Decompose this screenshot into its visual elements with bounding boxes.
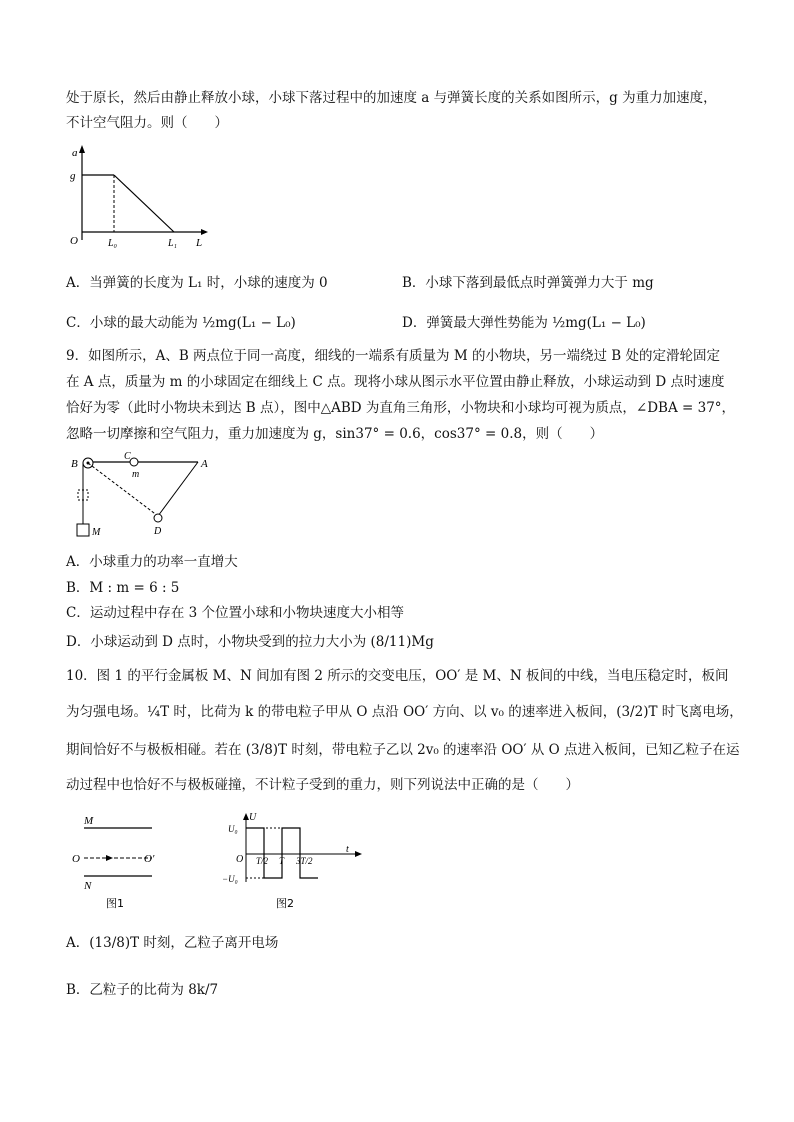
q9-stem-line-2: 在 A 点，质量为 m 的小球固定在细线上 C 点。现将小球从图示水平位置由静止释放，小球运动到 D 点时速度 xyxy=(66,374,725,390)
dashed-bd xyxy=(88,463,158,516)
q8-option-c: C．小球的最大动能为 ½mg(L₁ − L₀) xyxy=(66,315,296,331)
ball-d xyxy=(154,514,162,522)
label-b: B xyxy=(71,458,78,470)
l0-label: L₀ xyxy=(108,238,118,249)
label-o: O xyxy=(72,853,80,865)
string-ad xyxy=(158,462,198,516)
y-axis-arrow xyxy=(79,145,85,153)
x-axis-arrow xyxy=(201,229,208,235)
caption-fig2: 图2 xyxy=(276,897,294,910)
q10-stem-line-4: 动过程中也恰好不与极板碰撞，不计粒子受到的重力，则下列说法中正确的是（ ） xyxy=(66,777,579,793)
q10-stem-line-3: 期间恰好不与极板相碰。若在 (3/8)T 时刻，带电粒子乙以 2v₀ 的速率沿 OO′ 从 O 点进入板间，已知乙粒子在运 xyxy=(66,742,740,758)
q10-option-b: B．乙粒子的比荷为 8k/7 xyxy=(66,982,219,998)
ball-c xyxy=(130,458,138,466)
q8-stem-line-2: 不计空气阻力。则（ ） xyxy=(66,115,228,131)
q10-figure-1-plates xyxy=(66,810,176,910)
q9-option-c: C．运动过程中存在 3 个位置小球和小物块速度大小相等 xyxy=(66,605,405,621)
q9-figure-pulley xyxy=(66,452,216,542)
label-t-half: T/2 xyxy=(256,856,269,866)
block-m xyxy=(77,524,89,536)
q8-option-a: A．当弹簧的长度为 L₁ 时，小球的速度为 0 xyxy=(66,275,328,291)
label-m: M xyxy=(84,815,94,827)
label-u0: U₀ xyxy=(228,824,238,834)
q9-option-d: D．小球运动到 D 点时，小物块受到的拉力大小为 (8/11)Mg xyxy=(66,634,434,650)
center-arrow xyxy=(106,855,113,861)
label-o-prime: O′ xyxy=(144,853,155,865)
label-t: T xyxy=(279,856,285,866)
q8-stem-line-1: 处于原长，然后由静止释放小球，小球下落过程中的加速度 a 与弹簧长度的关系如图所示，g 为重力加速度， xyxy=(66,90,717,106)
label-n: N xyxy=(84,880,92,892)
q10-option-a: A．(13/8)T 时刻，乙粒子离开电场 xyxy=(66,935,279,951)
q10-stem-line-2: 为匀强电场。¼T 时，比荷为 k 的带电粒子甲从 O 点沿 OO′ 方向、以 v₀ 的速率进入板间，(3/2)T 时飞离电场， xyxy=(66,704,743,720)
q10-stem-line-1: 10．图 1 的平行金属板 M、N 间加有图 2 所示的交变电压，OO′ 是 M、N 板间的中线，当电压稳定时，板间 xyxy=(66,668,729,684)
label-t-axis: t xyxy=(346,844,349,855)
l1-label: L₁ xyxy=(168,238,178,249)
q8-option-b: B．小球下落到最低点时弹簧弹力大于 mg xyxy=(402,275,654,291)
q9-option-b: B．M : m = 6 : 5 xyxy=(66,580,180,596)
origin-label: O xyxy=(70,235,78,247)
q9-option-a: A．小球重力的功率一直增大 xyxy=(66,554,238,570)
q8-option-d: D．弹簧最大弹性势能为 ½mg(L₁ − L₀) xyxy=(402,315,646,331)
voltage-waveform xyxy=(246,828,318,878)
t-axis-arrow xyxy=(355,851,362,857)
label-u: U xyxy=(249,812,257,823)
caption-fig1: 图1 xyxy=(106,897,124,910)
label-neg-u0: −U₀ xyxy=(222,874,238,884)
q8-figure-a-vs-l xyxy=(62,140,212,250)
x-axis-label: L xyxy=(196,237,203,249)
label-d: D xyxy=(154,526,162,537)
g-label: g xyxy=(70,170,76,182)
label-c: C xyxy=(124,452,131,462)
q9-stem-line-3: 恰好为零（此时小物块未到达 B 点），图中△ABD 为直角三角形，小物块和小球均可视为质点，∠DBA = 37°， xyxy=(66,400,736,416)
label-origin: O xyxy=(236,854,244,865)
y-axis-label: a xyxy=(72,147,78,159)
q10-figure-2-voltage xyxy=(216,810,366,910)
label-a: A xyxy=(201,458,208,470)
accel-line-sloped xyxy=(114,175,174,232)
label-three-half-t: 3T/2 xyxy=(296,856,313,866)
q9-stem-line-1: 9．如图所示，A、B 两点位于同一高度，细线的一端系有质量为 M 的小物块，另一端绕过 B 处的定滑轮固定 xyxy=(66,348,720,364)
label-m-small: m xyxy=(132,469,140,480)
q9-stem-line-4: 忽略一切摩擦和空气阻力，重力加速度为 g，sin37° = 0.6，cos37° = 0.8，则（ ） xyxy=(66,426,604,442)
label-big-m: M xyxy=(92,527,101,538)
